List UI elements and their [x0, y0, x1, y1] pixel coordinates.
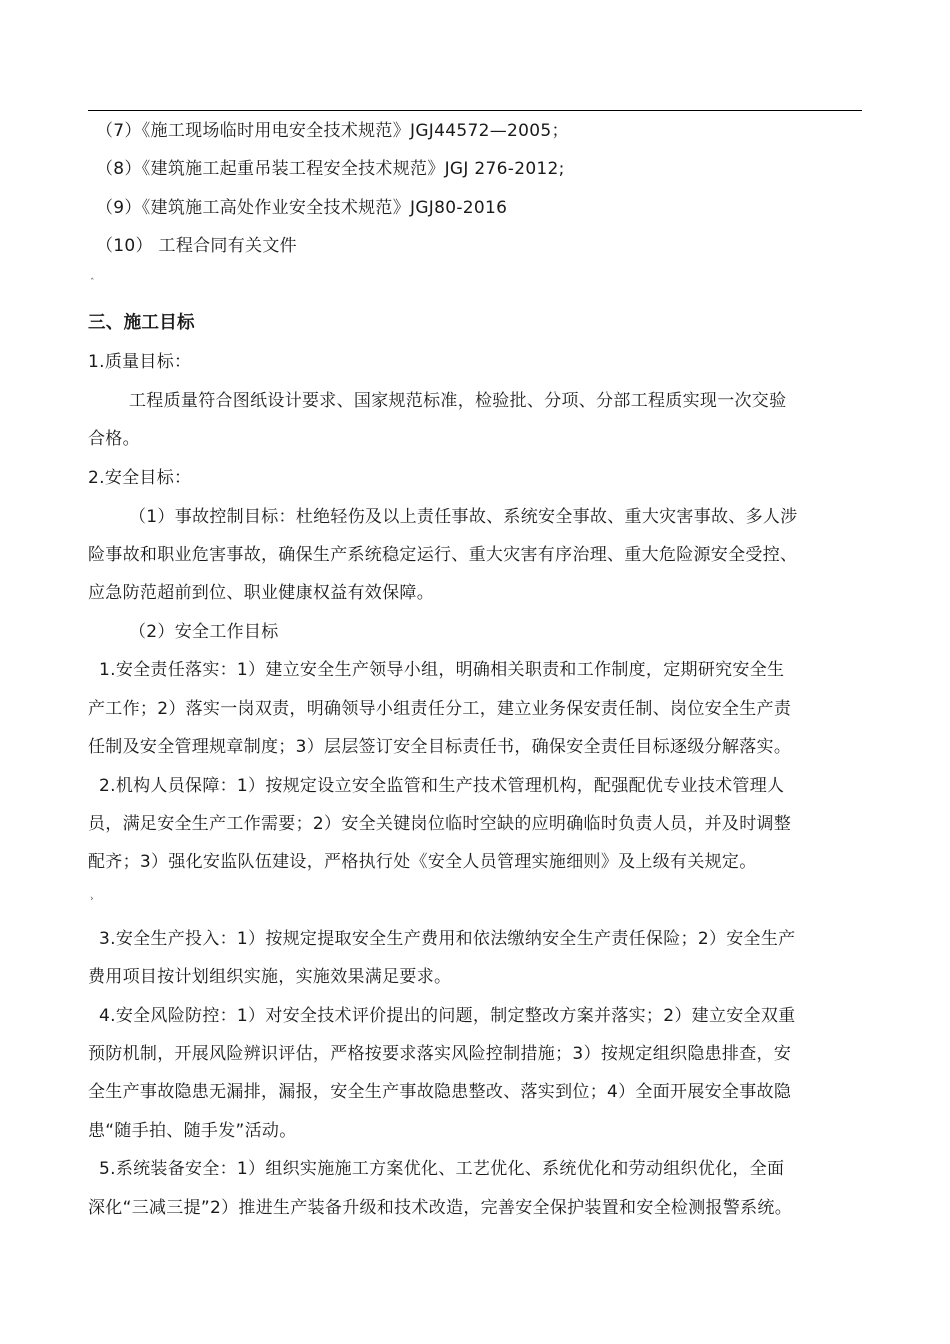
investment-text: 费用项目按计划组织实施，实施效果满足要求。 — [88, 967, 452, 987]
accident-control-text: 险事故和职业危害事故，确保生产系统稳定运行、重大灾害有序治理、重大危险源安全受控、 — [88, 545, 798, 565]
personnel-text: 2.机构人员保障：1）按规定设立安全监管和生产技术管理机构，配强配优专业技术管理人 — [99, 776, 785, 796]
work-goal-label: （2）安全工作目标 — [129, 622, 279, 642]
risk-control-text: 预防机制，开展风险辨识评估，严格按要求落实风险控制措施；3）按规定组织隐患排查，安 — [88, 1044, 792, 1064]
quality-goal-text: 工程质量符合图纸设计要求、国家规范标准，检验批、分项、分部工程质实现一次交验 — [129, 391, 787, 411]
accident-control-text: 应急防范超前到位、职业健康权益有效保障。 — [88, 583, 434, 603]
accident-control-text: （1）事故控制目标：杜绝轻伤及以上责任事故、系统安全事故、重大灾害事故、多人涉 — [129, 507, 798, 527]
responsibility-text: 产工作；2）落实一岗双责，明确领导小组责任分工，建立业务保安责任制、岗位安全生产责 — [88, 699, 792, 719]
safety-goal-label: 2.安全目标： — [88, 468, 192, 488]
equipment-safety-text: 5.系统装备安全：1）组织实施施工方案优化、工艺优化、系统优化和劳动组织优化，全面 — [99, 1159, 785, 1179]
reference-item: （10） 工程合同有关文件 — [96, 236, 297, 256]
risk-control-text: 全生产事故隐患无漏排，漏报，安全生产事故隐患整改、落实到位；4）全面开展安全事故隐 — [88, 1082, 792, 1102]
quality-goal-label: 1.质量目标： — [88, 352, 192, 372]
reference-item: （7）《施工现场临时用电安全技术规范》JGJ44572—2005； — [96, 121, 569, 141]
personnel-text: 配齐；3）强化安监队伍建设，严格执行处《安全人员管理实施细则》及上级有关规定。 — [88, 852, 757, 872]
risk-control-text: 患“随手拍、随手发”活动。 — [88, 1121, 297, 1141]
section-heading: 三、施工目标 — [88, 313, 195, 333]
reference-item: （9）《建筑施工高处作业安全技术规范》JGJ80-2016 — [96, 198, 508, 218]
header-rule — [88, 110, 862, 111]
stray-mark: › — [90, 894, 94, 904]
responsibility-text: 1.安全责任落实：1）建立安全生产领导小组，明确相关职责和工作制度，定期研究安全生 — [99, 660, 785, 680]
equipment-safety-text: 深化“三减三提”2）推进生产装备升级和技术改造，完善安全保护装置和安全检测报警系统。 — [88, 1198, 793, 1218]
responsibility-text: 任制及安全管理规章制度；3）层层签订安全目标责任书，确保安全责任目标逐级分解落实。 — [88, 737, 792, 757]
reference-item: （8）《建筑施工起重吊装工程安全技术规范》JGJ 276-2012; — [96, 159, 565, 179]
risk-control-text: 4.安全风险防控：1）对安全技术评价提出的问题，制定整改方案并落实；2）建立安全双重 — [99, 1006, 796, 1026]
investment-text: 3.安全生产投入：1）按规定提取安全生产费用和依法缴纳安全生产责任保险；2）安全生产 — [99, 929, 796, 949]
quality-goal-text: 合格。 — [88, 429, 140, 449]
stray-mark: ˆ — [90, 278, 95, 288]
personnel-text: 员，满足安全生产工作需要；2）安全关键岗位临时空缺的应明确临时负责人员，并及时调整 — [88, 814, 792, 834]
